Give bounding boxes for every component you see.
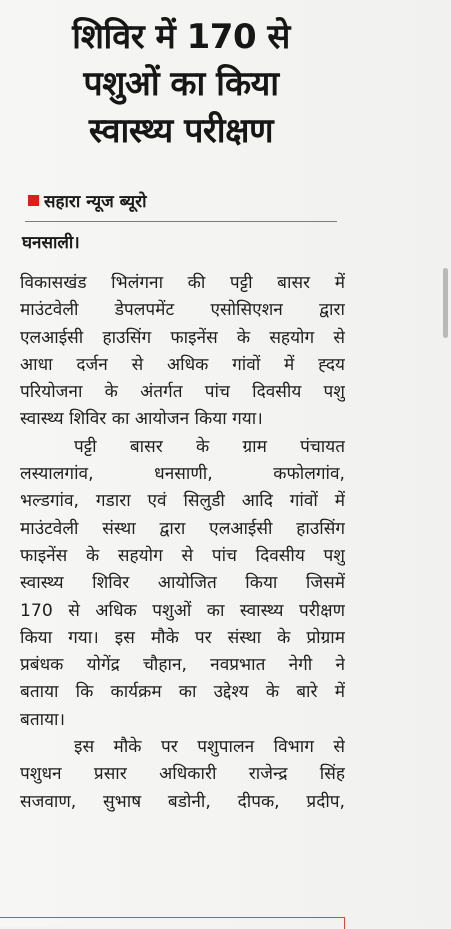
body-line: एलआईसी हाउसिंग फाइनेंस के सहयोग से [20, 327, 345, 348]
body-line: प्रबंधक योगेंद्र चौहान, नवप्रभात नेगी ने [20, 655, 345, 676]
body-line: 170 से अधिक पशुओं का स्वास्थ्य परीक्षण [20, 600, 345, 621]
body-line: सजवाण, सुभाष बडोनी, दीपक, प्रदीप, [20, 791, 345, 812]
dateline: घनसाली। [22, 233, 80, 253]
body-line: माउंटवेली संस्था द्वारा एलआईसी हाउसिंग [20, 518, 345, 539]
headline-line-1: शिविर में 170 से [72, 17, 290, 57]
article-body [20, 270, 345, 816]
headline [16, 14, 346, 155]
body-line: पशुधन प्रसार अधिकारी राजेन्द्र सिंह [20, 764, 345, 785]
body-line: आधा दर्जन से अधिक गांवों में ह्दय [20, 354, 345, 375]
byline [28, 189, 147, 211]
body-line: परियोजना के अंतर्गत पांच दिवसीय पशु [20, 382, 345, 403]
byline-text: सहारा न्यूज ब्यूरो [44, 191, 147, 212]
byline-divider [25, 221, 337, 222]
body-line: माउंटवेली डेपलपमेंट एसोसिएशन द्वारा [20, 300, 345, 321]
red-square-icon [28, 195, 39, 206]
body-line: इस मौके पर पशुपालन विभाग से [74, 737, 345, 758]
body-line: किया गया। इस मौके पर संस्था के प्रोग्राम [20, 627, 345, 648]
body-line: स्वास्थ्य शिविर का आयोजन किया गया। [20, 409, 263, 430]
body-line: विकासखंड भिलंगना की पट्टी बासर में [20, 273, 345, 293]
body-line: फाइनेंस के सहयोग से पांच दिवसीय पशु [20, 545, 345, 566]
next-article-box-edge [0, 917, 345, 929]
body-line: बताया। [20, 709, 65, 730]
body-line: लस्यालगांव, धनसाणी, कफोलगांव, [20, 464, 345, 485]
body-line: पट्टी बासर के ग्राम पंचायत [74, 436, 345, 457]
headline-line-2: पशुओं का किया [83, 64, 279, 104]
body-line: स्वास्थ्य शिविर आयोजित किया जिसमें [20, 573, 345, 594]
body-line: बताया कि कार्यक्रम का उद्देश्य के बारे में [20, 682, 345, 703]
headline-line-3: स्वास्थ्य परीक्षण [88, 111, 274, 151]
scrollbar-thumb[interactable] [443, 268, 448, 338]
body-line: भल्डगांव, गडारा एवं सिलुडी आदि गांवों में [20, 491, 345, 512]
